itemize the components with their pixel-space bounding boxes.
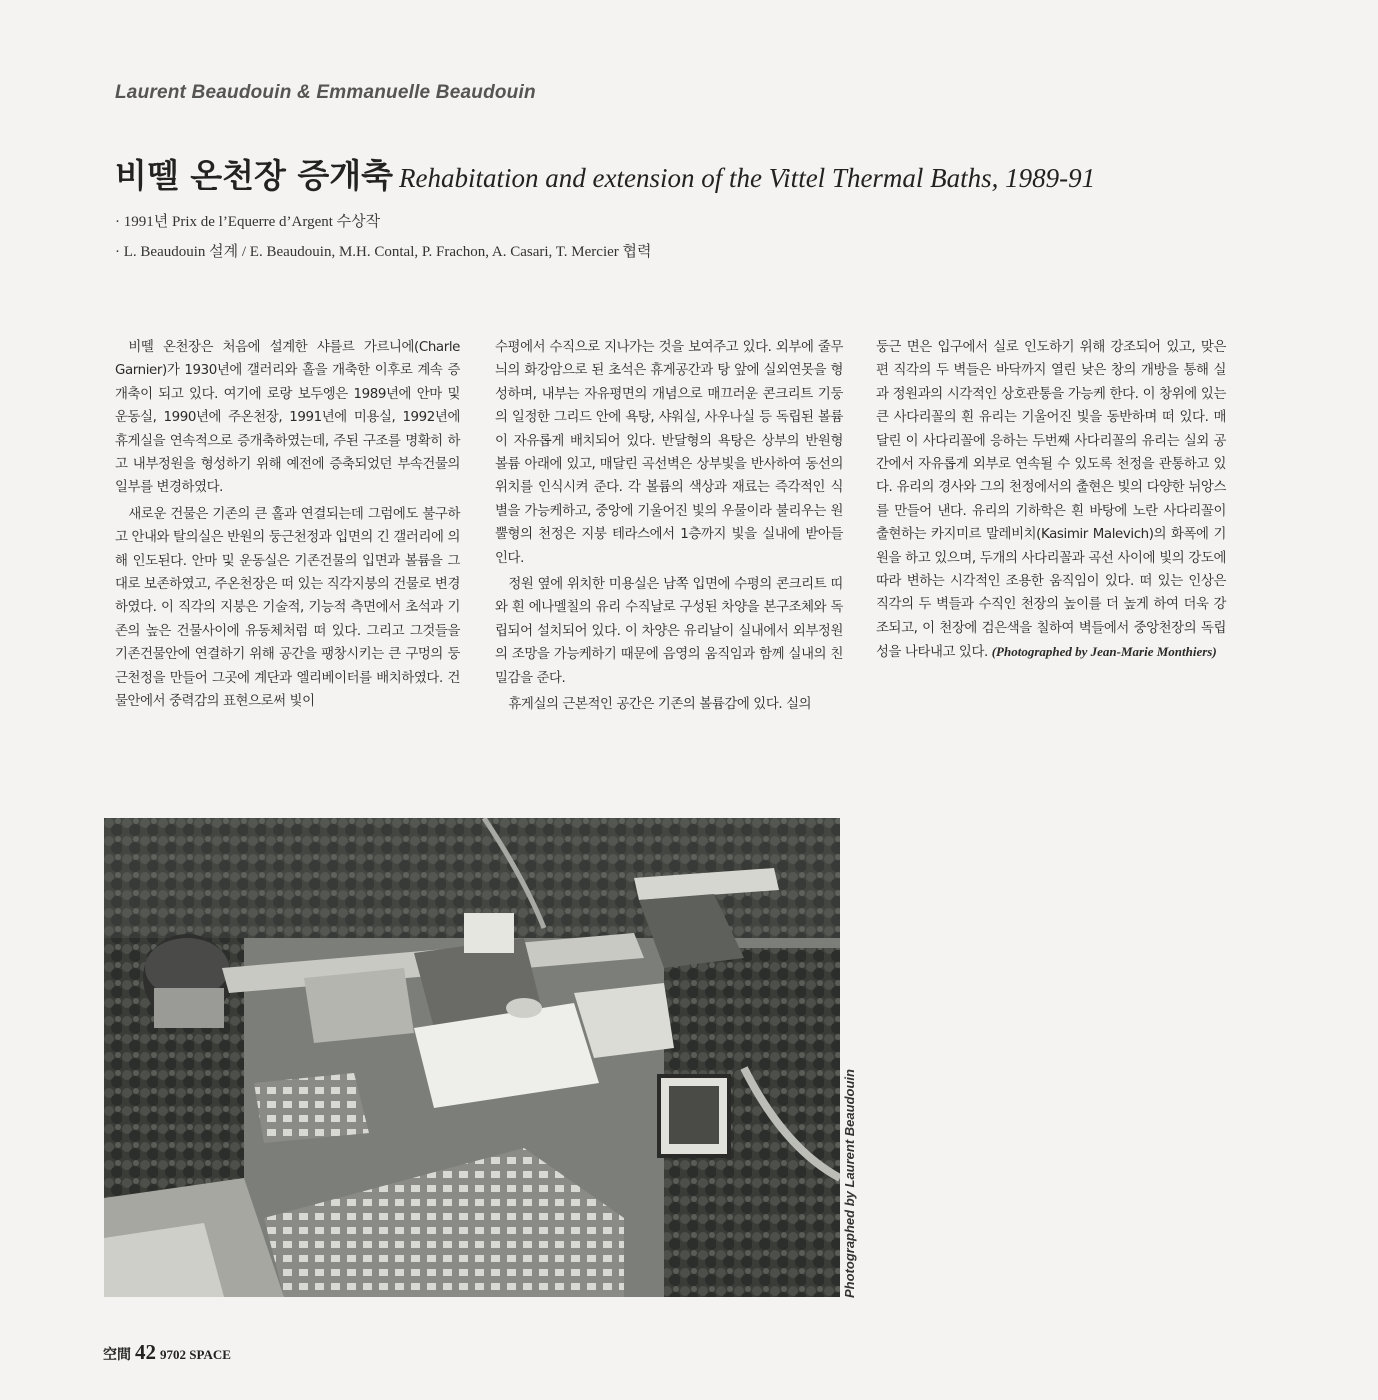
title-korean: 비뗄 온천장 증개축 — [115, 156, 394, 195]
aerial-photo — [104, 818, 840, 1297]
page-number: 42 — [135, 1340, 156, 1364]
award-line: · 1991년 Prix de l’Equerre d’Argent 수상작 — [115, 214, 381, 230]
paragraph — [876, 336, 1226, 665]
interior-photo-credit: (Photographed by Jean-Marie Monthiers) — [991, 644, 1217, 660]
title-english: Rehabitation and extension of the Vittel Thermal Baths, 1989-91 — [399, 163, 1096, 193]
paragraph: 비뗄 온천장은 처음에 설계한 샤를르 가르니에(Charle Garnier)가 1930년에 갤러리와 홀을 개축한 이후로 계속 증개축이 되고 있다. 여기에 로랑 보두엥은 1989년에 안마 및 운동실, 1990년에 주온천장, 1991년에 미용실, 1992년에 휴게실을 연속적으로 증개축하였는데, 주된 구조를 명확히 하고 내부정원을 형성하기 위해 예전에 증축되었던 부속건물의 일부를 변경하였다. — [115, 340, 460, 496]
page-footer — [103, 1340, 231, 1365]
aerial-photo-credit-text: Photographed by Laurent Beaudouin — [842, 1069, 857, 1298]
project-credits — [115, 207, 652, 267]
paragraph: 새로운 건물은 기존의 큰 홀과 연결되는데 그럼에도 불구하고 안내와 탈의실은 반원의 둥근천정과 입면의 긴 갤러리에 의해 인도된다. 안마 및 운동실은 기존건물의 입면과 볼륨을 그대로 보존하였고, 주온천장은 떠 있는 직각지붕의 건물로 변경하였다. 이 직각의 지붕은 기술적, 기능적 측면에서 초석과 기존의 높은 건물사이에 유동체처럼 떠 있다. 그리고 그것들을 기존건물안에 연결하기 위해 공간을 팽창시키는 큰 구멍의 둥근천정을 만들어 그곳에 계단과 엘리베이터를 배치하였다. 건물안에서 중력감의 표현으로써 빛이 — [115, 506, 460, 710]
aerial-photo-illustration — [104, 818, 840, 1297]
issue-label: 9702 SPACE — [160, 1347, 231, 1362]
paragraph-text: 둥근 면은 입구에서 실로 인도하기 위해 강조되어 있고, 맞은 편 직각의 두 벽들은 바닥까지 열린 낮은 창의 개방을 통해 실과 정원과의 시각적인 상호관통을 가능케 한다. 이 창위에 있는 큰 사다리꼴의 흰 유리는 기울어진 빛을 동반하며 떠 있다. 매달린 이 사다리꼴에 응하는 두번째 사다리꼴의 유리는 실외 공간에서 자유롭게 외부로 연속될 수 있도록 천정을 관통하고 있다. 유리의 경사와 그의 천정에서의 출현은 빛의 다양한 뉘앙스를 만들어 낸다. 유리의 기하학은 흰 바탕에 노란 사다리꼴이 출현하는 카지미르 말레비치(Kasimir Malevich)의 화폭에 기원을 하고 있으며, 두개의 사다리꼴과 곡선 사이에 빛의 강도에 따라 변하는 시각적인 조용한 움직임이 있다. 떠 있는 인상은 직각의 두 벽들과 수직인 천장의 높이를 더 높게 하여 더욱 강조되고, 이 천장에 검은색을 칠하여 벽들에서 중앙천장의 독립성을 나타내고 있다. — [876, 340, 1226, 661]
paragraph: 수평에서 수직으로 지나가는 것을 보여주고 있다. 외부에 줄무늬의 화강암으로 된 초석은 휴게공간과 탕 앞에 실외연못을 형성하며, 내부는 자유평면의 개념으로 매끄러운 콘크리트 기둥의 일정한 그리드 안에 욕탕, 샤워실, 사우나실 등 독립된 볼륨이 자유롭게 배치되어 있다. 반달형의 욕탕은 상부의 반원형 볼륨 아래에 있고, 매달린 곡선벽은 상부빛을 반사하여 동선의 위치를 인식시켜 준다. 각 볼륨의 색상과 재료는 즉각적인 식별을 가능케하고, 중앙에 기울어진 빛의 우물이라 불리우는 원뿔형의 천정은 지붕 테라스에서 1층까지 빛을 실내에 받아들인다. — [495, 340, 843, 566]
design-team-line: · L. Beaudouin 설계 / E. Beaudouin, M.H. Contal, P. Frachon, A. Casari, T. Mercier 협력 — [115, 244, 652, 260]
magazine-name: 空間 — [103, 1348, 131, 1363]
text-column-1 — [115, 336, 460, 717]
paragraph: 정원 옆에 위치한 미용실은 남쪽 입면에 수평의 콘크리트 띠와 흰 에나멜칠의 유리 수직날로 구성된 차양을 본구조체와 독립되어 설치되어 있다. 이 차양은 유리날이 실내에서 외부정원의 조망을 가능케하기 때문에 음영의 움직임과 함께 실내의 친밀감을 준다. — [495, 577, 843, 686]
text-column-2 — [495, 336, 843, 720]
architect-names: Laurent Beaudouin & Emmanuelle Beaudouin — [115, 82, 536, 103]
paragraph: 휴게실의 근본적인 공간은 기존의 볼륨감에 있다. 실의 — [508, 697, 812, 713]
aerial-photo-credit — [842, 1069, 862, 1318]
article-title — [115, 150, 1095, 197]
text-column-3 — [876, 336, 1226, 668]
